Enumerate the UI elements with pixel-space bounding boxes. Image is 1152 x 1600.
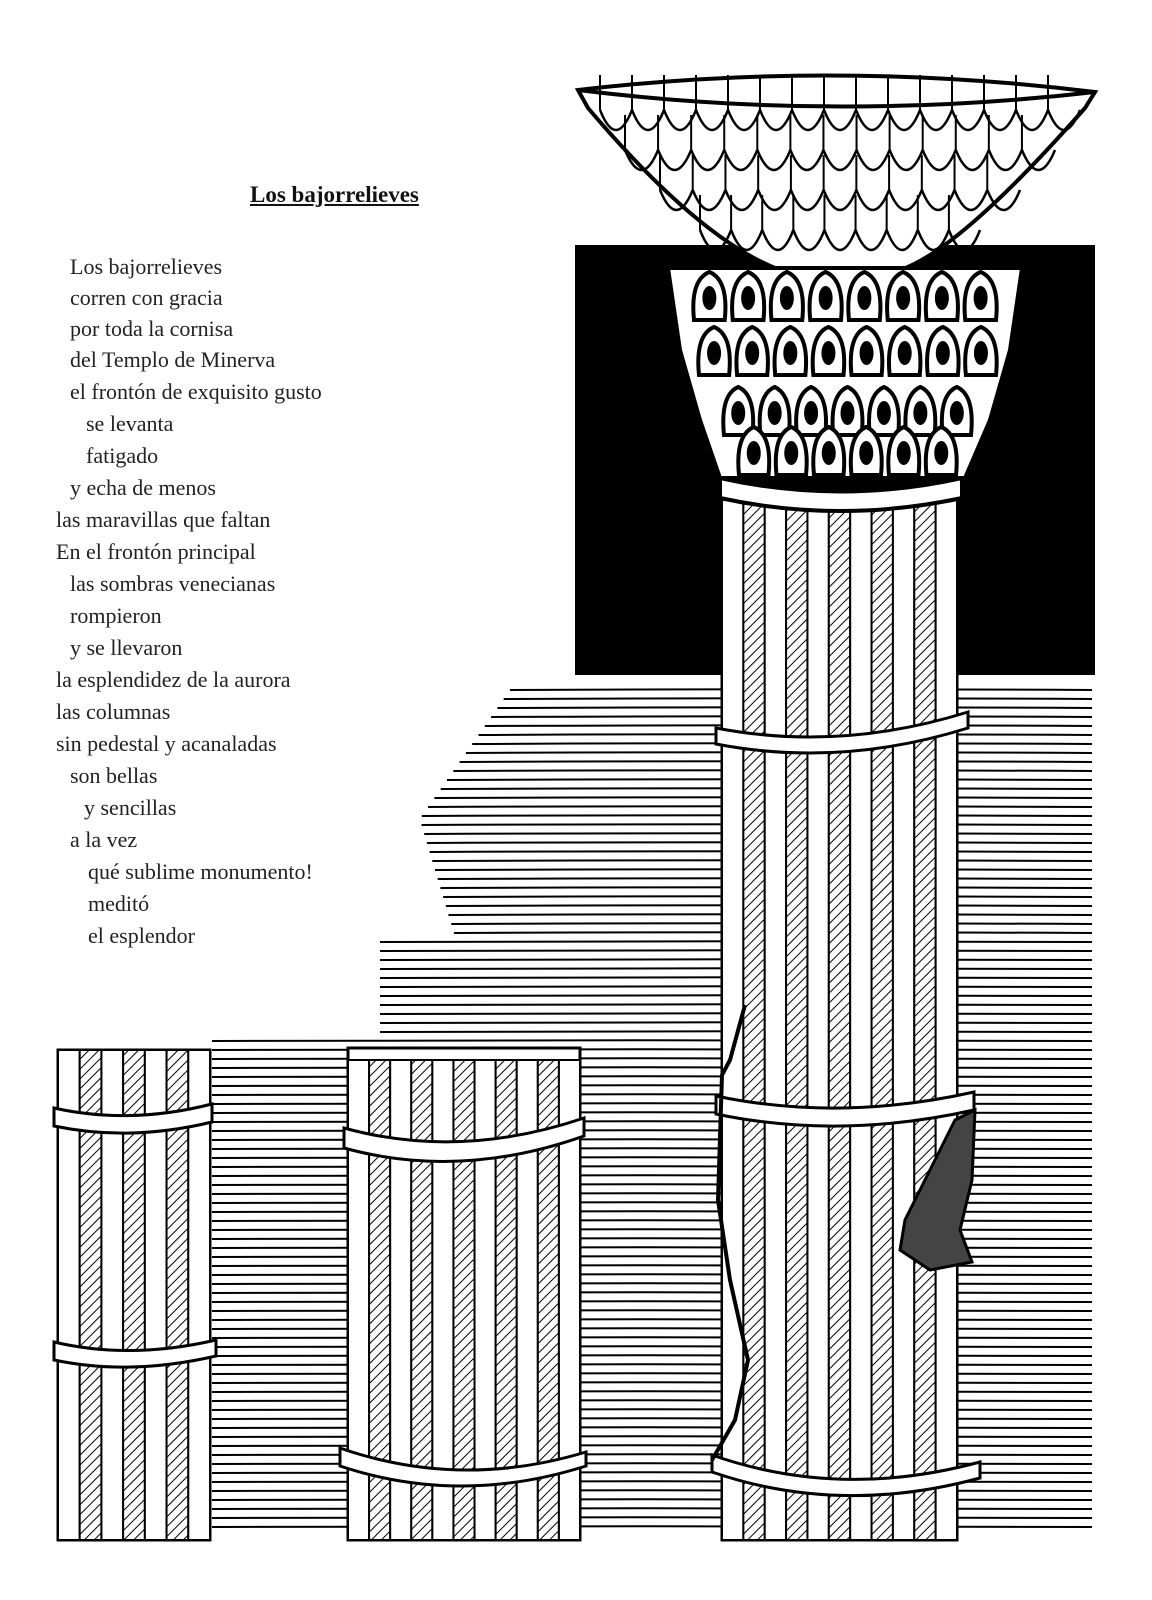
poem-line: a la vez — [70, 827, 138, 852]
column-flute — [453, 1060, 474, 1540]
column-flute — [914, 500, 935, 1540]
middle-broken-column — [340, 1048, 586, 1540]
poem-line: fatigado — [86, 443, 159, 468]
column-flute — [829, 500, 850, 1540]
leaf-vein — [857, 286, 871, 310]
stripe-line — [212, 1274, 1092, 1275]
poem-line: meditó — [88, 891, 150, 916]
poem-line: por toda la cornisa — [70, 316, 234, 341]
leaf-vein — [974, 341, 988, 365]
stripe-line — [212, 1040, 1092, 1041]
poem-line: del Templo de Minerva — [70, 347, 276, 372]
poem-line: son bellas — [70, 763, 158, 788]
leaf-vein — [898, 341, 912, 365]
stripe-line — [212, 1355, 1092, 1356]
leaf-vein — [897, 441, 911, 465]
column-flute — [850, 500, 871, 1540]
poem-line: y sencillas — [84, 795, 177, 820]
leaf-vein — [784, 441, 798, 465]
stripe-line — [212, 1499, 1092, 1500]
stripe-line — [212, 1382, 1092, 1383]
leaf-vein — [936, 341, 950, 365]
leaf-vein — [877, 401, 891, 425]
poem-line: rompieron — [70, 603, 162, 628]
stripe-line — [212, 1445, 1092, 1446]
column-flute — [936, 500, 957, 1540]
leaf-vein — [822, 441, 836, 465]
stripe-line — [212, 1058, 1092, 1059]
leaf-vein — [747, 441, 761, 465]
leaf-vein — [860, 341, 874, 365]
leaf-vein — [841, 401, 855, 425]
poem-line: las sombras venecianas — [70, 571, 276, 596]
poem-title: Los bajorrelieves — [250, 182, 419, 207]
main-column-shaft — [712, 495, 980, 1540]
stripe-line — [212, 1283, 1092, 1284]
stripe-line — [212, 1328, 1092, 1329]
stripe-line — [212, 1427, 1092, 1428]
leaf-vein — [702, 286, 716, 310]
poem-line: se levanta — [86, 411, 174, 436]
stripe-line — [212, 1373, 1092, 1374]
leaf-vein — [934, 441, 948, 465]
stripe-line — [212, 1076, 1092, 1077]
leaf-vein — [783, 341, 797, 365]
leaf-vein — [859, 441, 873, 465]
poem-line: las maravillas que faltan — [56, 507, 271, 532]
column-flute — [893, 500, 914, 1540]
poem-line: sin pedestal y acanaladas — [56, 731, 277, 756]
column-flute — [743, 500, 764, 1540]
column-flute — [786, 500, 807, 1540]
poem-line: y echa de menos — [70, 475, 216, 500]
stripe-line — [212, 1346, 1092, 1347]
leaf-vein — [819, 286, 833, 310]
stripe-line — [212, 1085, 1092, 1086]
leaf-vein — [913, 401, 927, 425]
stripe-line — [212, 1409, 1092, 1410]
left-broken-column — [54, 1050, 216, 1540]
stripe-line — [212, 1310, 1092, 1311]
stripe-line — [212, 1364, 1092, 1365]
column-flute — [765, 500, 786, 1540]
leaf-vein — [768, 401, 782, 425]
poem-line: En el frontón principal — [56, 539, 256, 564]
column-flute — [807, 500, 828, 1540]
leaf-vein — [707, 341, 721, 365]
stripe-line — [212, 1292, 1092, 1293]
stripe-line — [212, 1508, 1092, 1509]
leaf-vein — [896, 286, 910, 310]
leaf-vein — [804, 401, 818, 425]
poem-line: y se llevaron — [70, 635, 183, 660]
stripe-line — [212, 1319, 1092, 1320]
leaf-vein — [950, 401, 964, 425]
stripe-line — [212, 1490, 1092, 1491]
leaf-vein — [780, 286, 794, 310]
leaf-vein — [974, 286, 988, 310]
stripe-line — [212, 1517, 1092, 1518]
stripe-line — [212, 1067, 1092, 1068]
stripe-line — [212, 1400, 1092, 1401]
stripe-line — [212, 1391, 1092, 1392]
leaf-vein — [821, 341, 835, 365]
poem-line: Los bajorrelieves — [70, 254, 223, 279]
poem-line: el frontón de exquisito gusto — [70, 379, 322, 404]
poem-line: corren con gracia — [70, 285, 223, 310]
poem-line: la esplendidez de la aurora — [56, 667, 291, 692]
stripe-line — [212, 1337, 1092, 1338]
leaf-vein — [741, 286, 755, 310]
stripe-line — [212, 1526, 1092, 1527]
column-flute — [872, 500, 893, 1540]
poem-line: el esplendor — [88, 923, 195, 948]
poem-line: las columnas — [56, 699, 171, 724]
stripe-line — [212, 1436, 1092, 1437]
stripe-line — [212, 1301, 1092, 1302]
poem-line: qué sublime monumento! — [88, 859, 313, 884]
leaf-vein — [745, 341, 759, 365]
stripe-line — [212, 1049, 1092, 1050]
stripe-line — [212, 1418, 1092, 1419]
leaf-vein — [731, 401, 745, 425]
leaf-vein — [935, 286, 949, 310]
